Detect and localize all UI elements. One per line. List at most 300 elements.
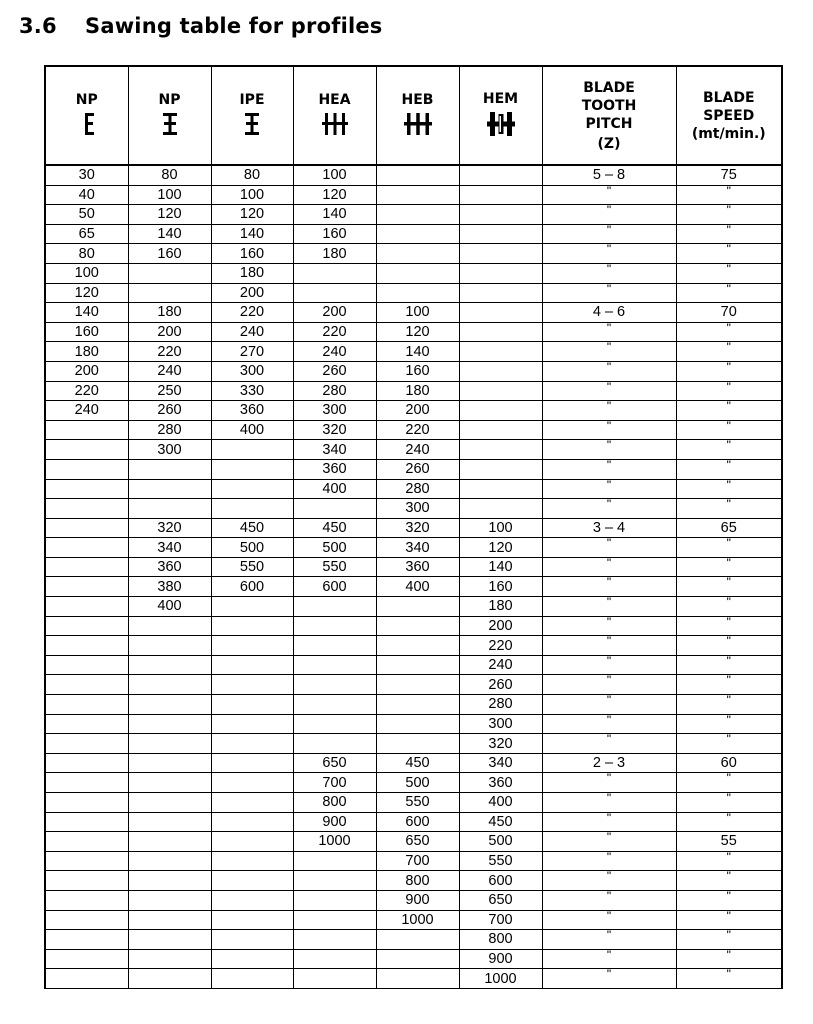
- cell-hem: 650: [459, 890, 542, 910]
- cell-np-channel: [45, 557, 128, 577]
- cell-hem: [459, 244, 542, 264]
- cell-blade-speed: ": [676, 420, 782, 440]
- cell-hea: 340: [293, 440, 376, 460]
- cell-blade-tooth-pitch: 3 – 4: [542, 518, 676, 538]
- cell-heb: 600: [376, 812, 459, 832]
- cell-hem: 120: [459, 538, 542, 558]
- cell-hea: [293, 734, 376, 754]
- cell-heb: [376, 185, 459, 205]
- cell-np-ibeam: 300: [128, 440, 211, 460]
- cell-blade-tooth-pitch: ": [542, 577, 676, 597]
- col-header-label: BLADE: [583, 79, 635, 96]
- cell-hea: 240: [293, 342, 376, 362]
- cell-np-channel: [45, 890, 128, 910]
- table-header: [45, 66, 782, 165]
- cell-hea: 800: [293, 793, 376, 813]
- cell-heb: 140: [376, 342, 459, 362]
- cell-np-ibeam: 380: [128, 577, 211, 597]
- cell-ipe: [211, 773, 293, 793]
- cell-heb: [376, 675, 459, 695]
- cell-blade-tooth-pitch: ": [542, 224, 676, 244]
- cell-hea: 1000: [293, 832, 376, 852]
- cell-hem: 100: [459, 518, 542, 538]
- np-channel-profile-icon: [46, 112, 128, 141]
- cell-heb: [376, 949, 459, 969]
- cell-hea: 600: [293, 577, 376, 597]
- cell-heb: [376, 655, 459, 675]
- cell-blade-tooth-pitch: ": [542, 890, 676, 910]
- cell-np-channel: [45, 753, 128, 773]
- table-row: [45, 655, 782, 675]
- cell-np-ibeam: 100: [128, 185, 211, 205]
- cell-hea: 200: [293, 303, 376, 323]
- cell-blade-speed: ": [676, 851, 782, 871]
- cell-ipe: 500: [211, 538, 293, 558]
- cell-blade-speed: ": [676, 714, 782, 734]
- cell-np-ibeam: 160: [128, 244, 211, 264]
- cell-blade-speed: ": [676, 812, 782, 832]
- cell-np-ibeam: 120: [128, 205, 211, 225]
- cell-np-channel: 50: [45, 205, 128, 225]
- cell-blade-speed: ": [676, 263, 782, 283]
- table-row: [45, 753, 782, 773]
- table-row: [45, 557, 782, 577]
- cell-hem: 240: [459, 655, 542, 675]
- table-row: [45, 793, 782, 813]
- table-row: [45, 616, 782, 636]
- cell-heb: [376, 714, 459, 734]
- cell-np-ibeam: [128, 283, 211, 303]
- cell-blade-speed: ": [676, 479, 782, 499]
- cell-ipe: [211, 714, 293, 734]
- cell-blade-tooth-pitch: 2 – 3: [542, 753, 676, 773]
- cell-blade-tooth-pitch: ": [542, 949, 676, 969]
- col-header-label: NP: [158, 91, 181, 108]
- cell-ipe: [211, 440, 293, 460]
- cell-ipe: 360: [211, 401, 293, 421]
- cell-blade-tooth-pitch: 4 – 6: [542, 303, 676, 323]
- cell-blade-tooth-pitch: ": [542, 283, 676, 303]
- cell-ipe: 220: [211, 303, 293, 323]
- cell-np-channel: 180: [45, 342, 128, 362]
- cell-ipe: 200: [211, 283, 293, 303]
- cell-hea: [293, 930, 376, 950]
- cell-np-channel: [45, 459, 128, 479]
- cell-blade-speed: ": [676, 244, 782, 264]
- cell-heb: 400: [376, 577, 459, 597]
- cell-blade-speed: ": [676, 224, 782, 244]
- cell-hea: [293, 263, 376, 283]
- cell-hea: 400: [293, 479, 376, 499]
- table-row: [45, 714, 782, 734]
- cell-hea: 180: [293, 244, 376, 264]
- cell-np-channel: [45, 577, 128, 597]
- table-row: [45, 479, 782, 499]
- cell-hem: 900: [459, 949, 542, 969]
- table-row: [45, 636, 782, 656]
- cell-ipe: [211, 890, 293, 910]
- cell-blade-tooth-pitch: ": [542, 793, 676, 813]
- cell-blade-tooth-pitch: ": [542, 851, 676, 871]
- cell-np-channel: 40: [45, 185, 128, 205]
- cell-hea: [293, 616, 376, 636]
- col-header-label: HEB: [401, 91, 434, 108]
- cell-np-channel: 240: [45, 401, 128, 421]
- cell-hem: 300: [459, 714, 542, 734]
- cell-ipe: [211, 499, 293, 519]
- cell-blade-speed: ": [676, 695, 782, 715]
- cell-blade-speed: 60: [676, 753, 782, 773]
- table-row: [45, 890, 782, 910]
- table-row: [45, 969, 782, 989]
- cell-blade-speed: ": [676, 655, 782, 675]
- cell-np-channel: [45, 695, 128, 715]
- col-header-blade-tooth-pitch: [542, 66, 676, 165]
- cell-ipe: [211, 910, 293, 930]
- cell-heb: [376, 597, 459, 617]
- cell-hea: [293, 949, 376, 969]
- cell-ipe: 140: [211, 224, 293, 244]
- table-row: [45, 263, 782, 283]
- table-row: [45, 224, 782, 244]
- cell-np-channel: [45, 538, 128, 558]
- cell-hem: [459, 479, 542, 499]
- cell-heb: [376, 283, 459, 303]
- cell-hea: [293, 675, 376, 695]
- table-row: [45, 185, 782, 205]
- cell-np-ibeam: [128, 499, 211, 519]
- cell-np-channel: [45, 420, 128, 440]
- cell-blade-speed: 65: [676, 518, 782, 538]
- cell-np-channel: 100: [45, 263, 128, 283]
- col-header-label: TOOTH: [581, 97, 637, 114]
- cell-blade-speed: ": [676, 636, 782, 656]
- table-row: [45, 812, 782, 832]
- cell-np-ibeam: 250: [128, 381, 211, 401]
- cell-blade-speed: ": [676, 773, 782, 793]
- sawing-table: [44, 65, 783, 989]
- cell-np-ibeam: 220: [128, 342, 211, 362]
- cell-hea: [293, 597, 376, 617]
- cell-np-ibeam: [128, 871, 211, 891]
- cell-np-ibeam: [128, 773, 211, 793]
- cell-hem: 450: [459, 812, 542, 832]
- col-header-label: NP: [75, 91, 98, 108]
- cell-heb: 360: [376, 557, 459, 577]
- cell-blade-speed: ": [676, 675, 782, 695]
- cell-np-ibeam: 240: [128, 361, 211, 381]
- cell-blade-tooth-pitch: ": [542, 401, 676, 421]
- cell-heb: 300: [376, 499, 459, 519]
- cell-hem: [459, 420, 542, 440]
- cell-heb: [376, 165, 459, 185]
- cell-hem: 260: [459, 675, 542, 695]
- cell-blade-tooth-pitch: ": [542, 812, 676, 832]
- cell-blade-tooth-pitch: ": [542, 714, 676, 734]
- cell-blade-speed: 70: [676, 303, 782, 323]
- cell-heb: [376, 636, 459, 656]
- col-header-label: HEM: [482, 90, 519, 107]
- cell-hem: 550: [459, 851, 542, 871]
- cell-blade-speed: ": [676, 949, 782, 969]
- cell-np-ibeam: [128, 636, 211, 656]
- cell-heb: 180: [376, 381, 459, 401]
- cell-blade-speed: ": [676, 969, 782, 989]
- table-row: [45, 440, 782, 460]
- table-row: [45, 283, 782, 303]
- cell-blade-tooth-pitch: ": [542, 616, 676, 636]
- cell-hea: 500: [293, 538, 376, 558]
- cell-ipe: 400: [211, 420, 293, 440]
- cell-np-ibeam: [128, 910, 211, 930]
- cell-ipe: [211, 930, 293, 950]
- cell-blade-speed: ": [676, 890, 782, 910]
- cell-heb: [376, 616, 459, 636]
- cell-ipe: [211, 479, 293, 499]
- cell-hem: 1000: [459, 969, 542, 989]
- cell-np-channel: [45, 793, 128, 813]
- cell-blade-tooth-pitch: ": [542, 930, 676, 950]
- cell-hea: 280: [293, 381, 376, 401]
- cell-blade-tooth-pitch: ": [542, 910, 676, 930]
- cell-blade-tooth-pitch: ": [542, 459, 676, 479]
- table-row: [45, 459, 782, 479]
- col-header-label: BLADE: [702, 89, 755, 106]
- cell-blade-speed: ": [676, 597, 782, 617]
- cell-hea: 140: [293, 205, 376, 225]
- col-header-heb: [376, 66, 459, 165]
- cell-hem: [459, 342, 542, 362]
- cell-heb: 100: [376, 303, 459, 323]
- cell-ipe: [211, 695, 293, 715]
- cell-hem: 220: [459, 636, 542, 656]
- cell-hea: 550: [293, 557, 376, 577]
- cell-hem: 140: [459, 557, 542, 577]
- cell-heb: [376, 695, 459, 715]
- cell-np-channel: [45, 714, 128, 734]
- cell-hem: 340: [459, 753, 542, 773]
- cell-blade-speed: ": [676, 616, 782, 636]
- cell-np-channel: [45, 675, 128, 695]
- table-row: [45, 949, 782, 969]
- cell-hem: 500: [459, 832, 542, 852]
- cell-heb: 220: [376, 420, 459, 440]
- col-header-label: HEA: [318, 91, 351, 108]
- cell-blade-tooth-pitch: ": [542, 440, 676, 460]
- cell-np-ibeam: [128, 695, 211, 715]
- cell-hea: 700: [293, 773, 376, 793]
- cell-hea: 300: [293, 401, 376, 421]
- cell-hem: 280: [459, 695, 542, 715]
- cell-heb: 320: [376, 518, 459, 538]
- cell-np-ibeam: [128, 949, 211, 969]
- cell-np-ibeam: [128, 890, 211, 910]
- cell-np-channel: [45, 812, 128, 832]
- cell-ipe: [211, 753, 293, 773]
- table-row: [45, 165, 782, 185]
- table-row: [45, 401, 782, 421]
- cell-np-ibeam: [128, 930, 211, 950]
- cell-np-channel: [45, 597, 128, 617]
- cell-hem: [459, 499, 542, 519]
- cell-np-channel: 140: [45, 303, 128, 323]
- table-row: [45, 851, 782, 871]
- cell-hem: 320: [459, 734, 542, 754]
- cell-np-ibeam: 400: [128, 597, 211, 617]
- cell-heb: [376, 244, 459, 264]
- cell-np-ibeam: [128, 479, 211, 499]
- cell-np-ibeam: [128, 714, 211, 734]
- cell-np-ibeam: 140: [128, 224, 211, 244]
- cell-np-channel: 30: [45, 165, 128, 185]
- cell-hem: [459, 185, 542, 205]
- cell-hea: [293, 871, 376, 891]
- cell-blade-speed: ": [676, 205, 782, 225]
- col-header-label: SPEED: [703, 107, 755, 124]
- cell-hea: 220: [293, 322, 376, 342]
- cell-hem: [459, 263, 542, 283]
- table-row: [45, 361, 782, 381]
- cell-blade-tooth-pitch: ": [542, 263, 676, 283]
- table-row: [45, 381, 782, 401]
- cell-np-ibeam: [128, 734, 211, 754]
- table-row: [45, 303, 782, 323]
- cell-blade-speed: ": [676, 577, 782, 597]
- cell-blade-speed: 75: [676, 165, 782, 185]
- col-header-label: (Z): [597, 135, 621, 152]
- cell-ipe: 550: [211, 557, 293, 577]
- cell-blade-speed: ": [676, 910, 782, 930]
- col-header-hem: [459, 66, 542, 165]
- cell-heb: [376, 734, 459, 754]
- cell-np-ibeam: [128, 851, 211, 871]
- cell-heb: 280: [376, 479, 459, 499]
- cell-hea: [293, 695, 376, 715]
- cell-blade-tooth-pitch: ": [542, 557, 676, 577]
- hem-h-beam-profile-icon: [460, 111, 542, 142]
- cell-ipe: 240: [211, 322, 293, 342]
- cell-np-ibeam: [128, 675, 211, 695]
- cell-blade-tooth-pitch: 5 – 8: [542, 165, 676, 185]
- cell-hea: [293, 969, 376, 989]
- cell-hea: [293, 283, 376, 303]
- cell-blade-tooth-pitch: ": [542, 871, 676, 891]
- cell-ipe: [211, 851, 293, 871]
- cell-ipe: [211, 655, 293, 675]
- cell-blade-speed: ": [676, 361, 782, 381]
- cell-heb: 550: [376, 793, 459, 813]
- table-row: [45, 518, 782, 538]
- cell-hem: 800: [459, 930, 542, 950]
- section-heading: [19, 14, 383, 38]
- cell-blade-speed: ": [676, 499, 782, 519]
- hea-h-beam-profile-icon: [294, 112, 376, 141]
- cell-hem: [459, 401, 542, 421]
- table-row: [45, 675, 782, 695]
- cell-ipe: 450: [211, 518, 293, 538]
- cell-blade-speed: ": [676, 734, 782, 754]
- cell-heb: 900: [376, 890, 459, 910]
- cell-np-channel: [45, 773, 128, 793]
- cell-blade-tooth-pitch: ": [542, 675, 676, 695]
- cell-np-channel: [45, 851, 128, 871]
- cell-ipe: [211, 597, 293, 617]
- cell-np-ibeam: [128, 616, 211, 636]
- cell-heb: 120: [376, 322, 459, 342]
- table-row: [45, 773, 782, 793]
- cell-hem: 600: [459, 871, 542, 891]
- table-row: [45, 871, 782, 891]
- table-row: [45, 205, 782, 225]
- cell-heb: 160: [376, 361, 459, 381]
- cell-heb: 340: [376, 538, 459, 558]
- cell-blade-speed: ": [676, 557, 782, 577]
- cell-ipe: 600: [211, 577, 293, 597]
- col-header-ipe: [211, 66, 293, 165]
- table-row: [45, 244, 782, 264]
- cell-np-ibeam: [128, 263, 211, 283]
- cell-np-channel: 65: [45, 224, 128, 244]
- cell-np-ibeam: 340: [128, 538, 211, 558]
- cell-ipe: 270: [211, 342, 293, 362]
- cell-np-channel: [45, 440, 128, 460]
- cell-np-channel: [45, 734, 128, 754]
- cell-np-ibeam: [128, 832, 211, 852]
- cell-hea: [293, 636, 376, 656]
- cell-ipe: 300: [211, 361, 293, 381]
- cell-np-channel: [45, 832, 128, 852]
- cell-np-ibeam: 320: [128, 518, 211, 538]
- cell-hea: 320: [293, 420, 376, 440]
- cell-hem: [459, 381, 542, 401]
- cell-blade-tooth-pitch: ": [542, 244, 676, 264]
- np-i-beam-profile-icon: [129, 112, 211, 141]
- cell-hea: 360: [293, 459, 376, 479]
- cell-np-channel: 120: [45, 283, 128, 303]
- cell-hem: 160: [459, 577, 542, 597]
- cell-blade-tooth-pitch: ": [542, 361, 676, 381]
- cell-hem: [459, 440, 542, 460]
- cell-ipe: 330: [211, 381, 293, 401]
- cell-np-channel: [45, 930, 128, 950]
- col-header-label: PITCH: [585, 115, 633, 132]
- cell-np-channel: [45, 871, 128, 891]
- cell-ipe: [211, 616, 293, 636]
- cell-blade-tooth-pitch: ": [542, 655, 676, 675]
- cell-blade-speed: ": [676, 185, 782, 205]
- cell-heb: [376, 205, 459, 225]
- cell-blade-speed: 55: [676, 832, 782, 852]
- cell-blade-speed: ": [676, 538, 782, 558]
- cell-hem: [459, 459, 542, 479]
- cell-ipe: [211, 969, 293, 989]
- cell-hem: [459, 322, 542, 342]
- cell-blade-speed: ": [676, 401, 782, 421]
- cell-heb: 260: [376, 459, 459, 479]
- cell-np-ibeam: 80: [128, 165, 211, 185]
- cell-blade-tooth-pitch: ": [542, 538, 676, 558]
- table-row: [45, 322, 782, 342]
- cell-np-ibeam: [128, 793, 211, 813]
- cell-np-channel: [45, 616, 128, 636]
- cell-hea: 120: [293, 185, 376, 205]
- cell-blade-speed: ": [676, 871, 782, 891]
- cell-ipe: 120: [211, 205, 293, 225]
- cell-blade-tooth-pitch: ": [542, 322, 676, 342]
- cell-ipe: [211, 636, 293, 656]
- cell-blade-tooth-pitch: ": [542, 479, 676, 499]
- cell-np-ibeam: [128, 812, 211, 832]
